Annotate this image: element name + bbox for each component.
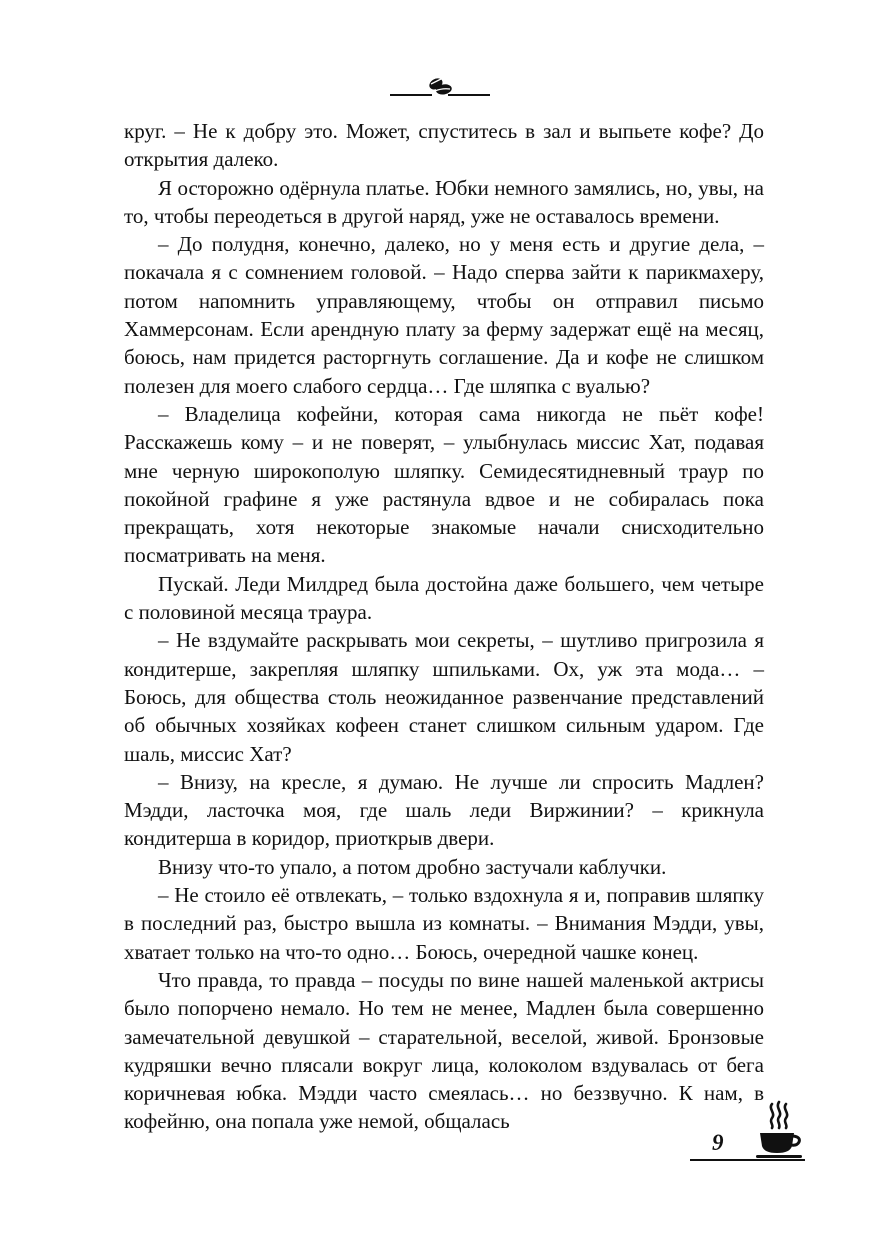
paragraph: – Внизу, на кресле, я думаю. Не лучше ли спросить Мадлен? Мэдди, ласточка моя, где шаль леди Виржинии? – крикнула кондитерша в коридор, приоткрыв двери.: [124, 769, 764, 851]
paragraph: – Владелица кофейни, которая сама никогда не пьёт кофе! Расскажешь кому – и не поверят, – улыбнулась миссис Хат, подавая мне черную широкополую шляпку. Семидесятидневный траур по покойной графине я уже растянула вдвое и не собиралась пока прекращать, хотя некоторые знакомые начали снисходительно посматривать на меня.: [124, 401, 764, 568]
paragraph: – Не вздумайте раскрывать мои секреты, – шутливо пригрозила я кондитерше, закрепляя шляпку шпильками. Ох, уж эта мода… – Боюсь, для общества столь неожиданное развенчание представлений об обычных хозяйках кофеен станет слишком сильным ударом. Где шаль, миссис Хат?: [124, 628, 764, 766]
paragraph: Я осторожно одёрнула платье. Юбки немного замялись, но, увы, на то, чтобы переодеться в другой наряд, уже не оставалось времени.: [124, 175, 764, 228]
body-text: [124, 117, 764, 1136]
header-ornament: [384, 68, 496, 102]
paragraph: Что правда, то правда – посуды по вине нашей маленькой актрисы было попорчено немало. Но тем не менее, Мадлен была совершенно замечательной девушкой – старательной, веселой, живой. Бронзовые кудряшки вечно плясали вокруг лица, колоколом вздувалась от бега коричневая юбка. Мэдди часто смеялась… но беззвучно. К нам, в кофейню, она попала уже немой, общалась: [124, 967, 764, 1134]
paragraph: Внизу что-то упало, а потом дробно застучали каблучки.: [158, 854, 667, 879]
page-footer: [690, 1100, 805, 1162]
coffee-beans-icon: [384, 68, 496, 102]
paragraph: – До полудня, конечно, далеко, но у меня есть и другие дела, – покачала я с сомнением головой. – Надо сперва зайти к парикмахеру, потом напомнить управляющему, чтобы он отправил письмо Хаммерсонам. Если арендную плату за ферму задержат ещё на месяц, боюсь, нам придется расторгнуть соглашение. Да и кофе не слишком полезен для моего слабого сердца… Где шляпка с вуалью?: [124, 232, 764, 398]
page-number: 9: [712, 1130, 724, 1155]
coffee-cup-icon: [756, 1100, 802, 1160]
paragraph: – Не стоило её отвлекать, – только вздохнула я и, поправив шляпку в последний раз, быстро вышла из комнаты. – Внимания Мэдди, увы, хватает только на что-то одно… Боюсь, очередной чашке конец.: [124, 883, 764, 964]
paragraph: круг. – Не к добру это. Может, спуститесь в зал и выпьете кофе? До открытия далеко.: [124, 119, 764, 172]
paragraph: Пускай. Леди Милдред была достойна даже большего, чем четыре с половиной месяца траура.: [124, 571, 764, 625]
